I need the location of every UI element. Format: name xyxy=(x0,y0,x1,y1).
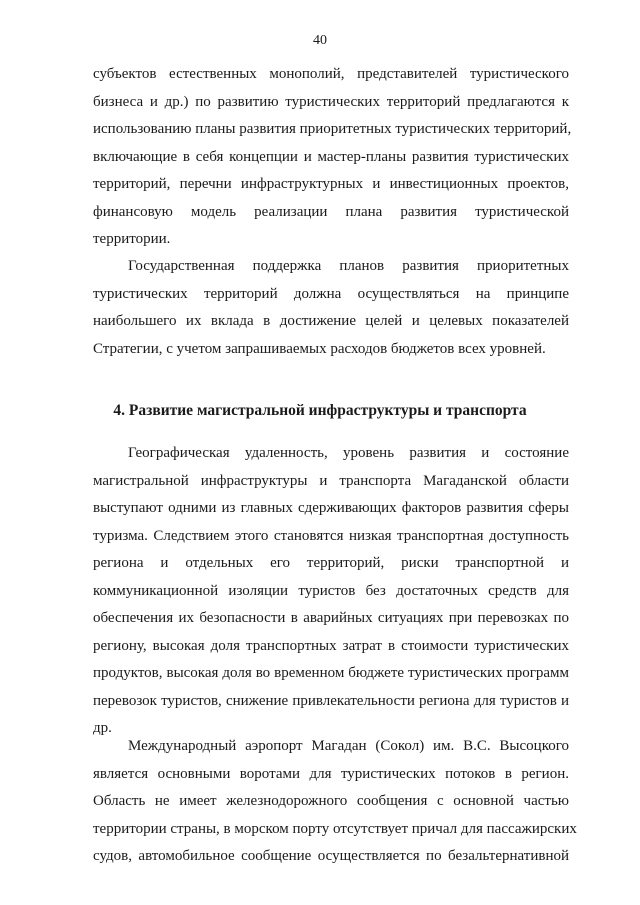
text-line: продуктов, высокая доля во временном бюджете туристических программ xyxy=(93,665,569,681)
page-number: 40 xyxy=(313,33,327,48)
text-line: коммуникационной изоляции туристов без достаточных средств для xyxy=(93,582,569,599)
text-line: магистральной инфраструктуры и транспорта Магаданской области xyxy=(93,472,569,489)
text-line: Географическая удаленность, уровень развития и состояние xyxy=(128,445,569,461)
text-line: Государственная поддержка планов развития приоритетных xyxy=(128,258,569,274)
paragraph-3 xyxy=(93,440,569,743)
text-line: туристических территорий должна осуществляться на принципе xyxy=(93,285,569,302)
text-line: наибольшего их вклада в достижение целей и целевых показателей xyxy=(93,313,569,329)
text-line: включающие в себя концепции и мастер-планы развития туристических xyxy=(93,148,569,165)
text-line: туризма. Следствием этого становятся низкая транспортная доступность xyxy=(93,527,569,544)
text-line: территории. xyxy=(93,231,171,247)
text-line: перевозок туристов, снижение привлекательности региона для туристов и xyxy=(93,692,569,709)
text-line: др. xyxy=(93,720,112,736)
text-line: Международный аэропорт Магадан (Сокол) им. В.С. Высоцкого xyxy=(128,738,569,754)
text-line: региона и отдельных его территорий, риски транспортной и xyxy=(93,555,569,571)
text-line: региону, высокая доля транспортных затрат в стоимости туристических xyxy=(93,637,569,654)
text-line: бизнеса и др.) по развитию туристических территорий предлагаются к xyxy=(93,93,569,110)
paragraph-2 xyxy=(93,253,569,363)
text-line: территории страны, в морском порту отсутствует причал для пассажирских xyxy=(93,820,577,837)
section-heading: 4. Развитие магистральной инфраструктуры и транспорта xyxy=(113,402,527,419)
text-line: выступают одними из главных сдерживающих факторов развития сферы xyxy=(93,500,569,516)
text-line: Область не имеет железнодорожного сообщения с основной частью xyxy=(93,793,569,809)
text-line: является основными воротами для туристических потоков в регион. xyxy=(93,765,569,782)
text-line: использованию планы развития приоритетных туристических территорий, xyxy=(93,121,572,137)
text-line: субъектов естественных монополий, представителей туристического xyxy=(93,66,569,82)
text-line: финансовую модель реализации плана развития туристической xyxy=(93,203,569,220)
text-line: обеспечения их безопасности в аварийных ситуациях при перевозках по xyxy=(93,610,569,626)
text-line: судов, автомобильное сообщение осуществляется по безальтернативной xyxy=(93,848,569,864)
text-line: Стратегии, с учетом запрашиваемых расходов бюджетов всех уровней. xyxy=(93,340,546,357)
paragraph-1 xyxy=(93,61,572,254)
paragraph-4 xyxy=(93,733,577,871)
text-line: территорий, перечни инфраструктурных и инвестиционных проектов, xyxy=(93,176,569,192)
